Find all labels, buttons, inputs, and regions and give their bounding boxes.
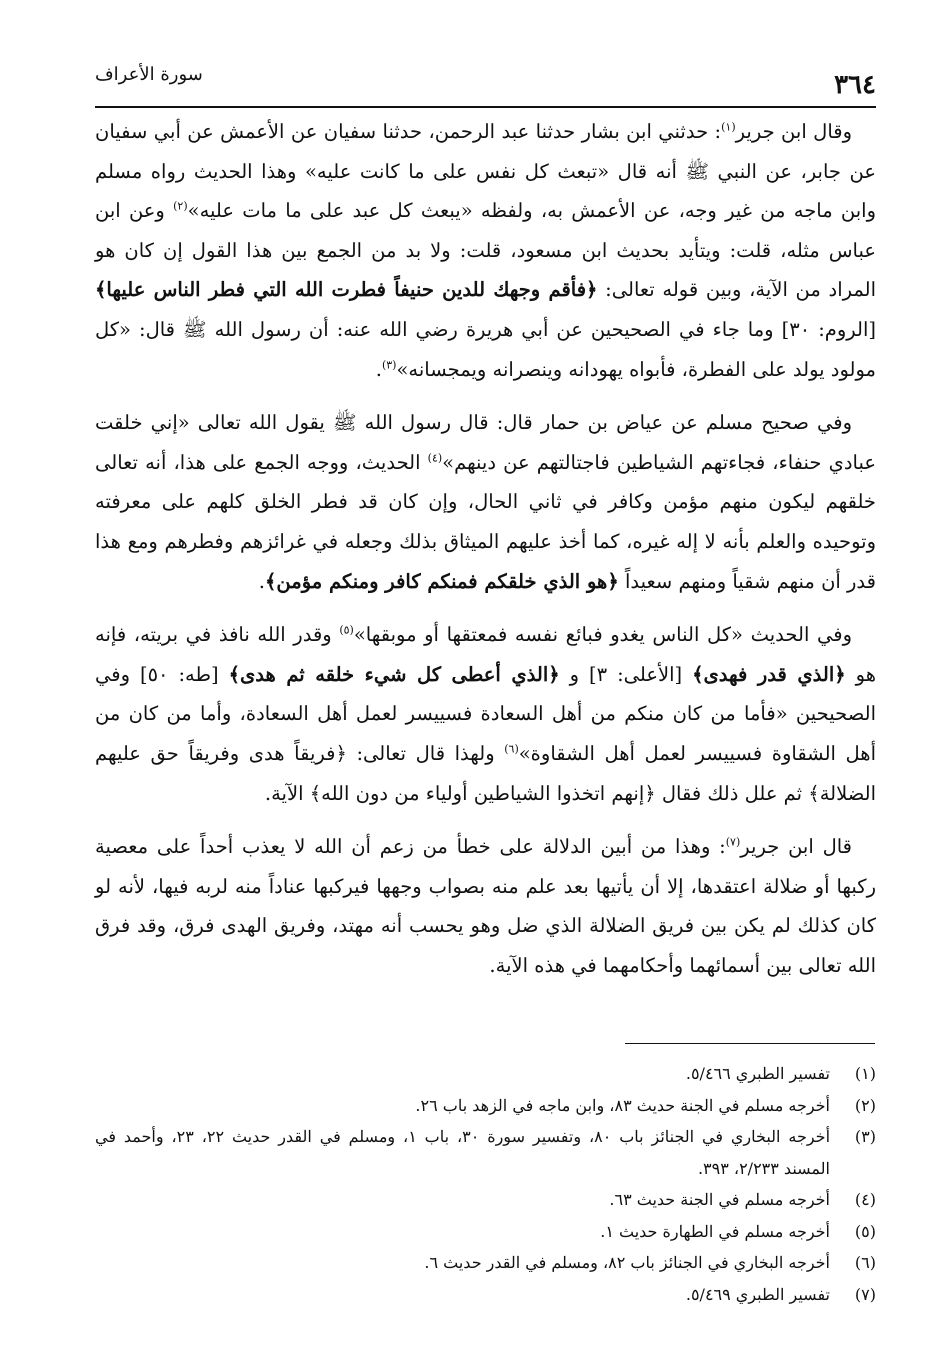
footnote	[95, 1279, 876, 1311]
running-title: سورة الأعراف	[95, 64, 203, 85]
footnote-marker: (٢)	[173, 199, 188, 213]
footnote-marker: (٤)	[427, 451, 443, 465]
footnote	[95, 1090, 876, 1122]
footnote-text: أخرجه مسلم في الجنة حديث ٦٣.	[609, 1190, 830, 1209]
text-run: قال ابن جرير	[740, 835, 852, 859]
main-text	[95, 112, 876, 985]
footnote-number: (١)	[854, 1064, 876, 1083]
quran-verse: ﴿الذي أعطى كل شيء خلقه ثم هدى﴾	[228, 662, 560, 686]
footnotes	[95, 1058, 876, 1310]
footnote-number: (٥)	[854, 1221, 876, 1241]
footnote-number: (٧)	[854, 1284, 876, 1304]
text-run: [الروم: ٣٠] وما جاء في الصحيحين عن أبي هريرة رضي الله عنه: أن رسول الله ﷺ قال: «كل مولود يولد على الفطرة، فأبواه يهودانه وينصرانه ويمجسانه»	[95, 317, 876, 381]
page-header	[95, 58, 876, 108]
text-run: : وهذا من أبين الدلالة على خطأ من زعم أن الله لا يعذب أحداً على معصية ركبها أو ضلالة اعتقدها، إلا أن يأتيها بعد علم منه بصواب وجهها فيركبها عناداً منه لربه فيها، لأنه لو كان كذلك لم يكن بين فريق الضلالة الذي ضل وهو يحسب أنه مهتد، وفريق الهدى فرق، وقد فرق الله تعالى بين أسمائهما وأحكامهما في هذه الآية.	[95, 835, 876, 977]
text-run: .	[258, 569, 265, 593]
footnote-marker: (٥)	[339, 623, 354, 637]
footnote-number: (٣)	[854, 1127, 876, 1146]
footnote	[95, 1184, 876, 1216]
text-run: ولهذا قال تعالى: ﴿فريقاً هدى وفريقاً حق عليهم الضلالة﴾ ثم علل ذلك فقال ﴿إنهم اتخذوا الشياطين أولياء من دون الله﴾ الآية.	[95, 741, 876, 805]
footnote	[95, 1058, 876, 1090]
paragraph	[95, 827, 876, 985]
quran-verse: ﴿هو الذي خلقكم فمنكم كافر ومنكم مؤمن﴾	[265, 569, 619, 593]
footnote	[95, 1247, 876, 1279]
text-run: : حدثني ابن بشار حدثنا عبد الرحمن، حدثنا سفيان عن الأعمش عن أبي سفيان عن جابر، عن النبي ﷺ أنه قال «تبعث كل نفس على ما كانت عليه» وهذا الحديث رواه مسلم وابن ماجه من غير وجه، عن الأعمش به، ولفظه «يبعث كل عبد على ما مات عليه»	[95, 120, 877, 223]
footnote-number: (٢)	[854, 1095, 876, 1115]
footnote-number: (٤)	[854, 1190, 876, 1209]
footnote-text: أخرجه البخاري في الجنائز باب ٨٠، وتفسير سورة ٣٠، باب ١، ومسلم في القدر حديث ٢٢، ٢٣، وأحمد في المسند ٢/٢٣٣، ٣٩٣.	[95, 1127, 831, 1178]
footnote-text: تفسير الطبري ٥/٤٦٦.	[685, 1064, 830, 1083]
footnote-text: أخرجه البخاري في الجنائز باب ٨٢، ومسلم في القدر حديث ٦.	[424, 1253, 830, 1272]
footnote-text: أخرجه مسلم في الطهارة حديث ١.	[600, 1221, 830, 1241]
text-run: [الأعلى: ٣] و	[559, 662, 693, 686]
footnote	[95, 1121, 876, 1184]
text-run: .	[375, 357, 382, 381]
quran-verse: ﴿الذي قدر فهدى﴾	[692, 662, 846, 686]
quran-verse: ﴿فأقم وجهك للدين حنيفاً فطرت الله التي فطر الناس عليها﴾	[95, 278, 598, 302]
footnote-marker: (١)	[721, 120, 736, 134]
footnote-marker: (٦)	[504, 742, 519, 756]
footnote-divider	[625, 1043, 875, 1044]
footnote-text: أخرجه مسلم في الجنة حديث ٨٣، وابن ماجه في الزهد باب ٢٦.	[415, 1095, 830, 1115]
text-run: الحديث، ووجه الجمع على هذا، أنه تعالى خلقهم ليكون منهم مؤمن وكافر في ثاني الحال، وإن كان قد فطر الخلق كلهم على معرفته وتوحيده والعلم بأنه لا إله غيره، كما أخذ عليهم الميثاق بذلك وجعله في غرائزهم وفطرهم ومع هذا قدر أن منهم شقياً ومنهم سعيداً	[95, 450, 876, 593]
footnote-marker: (٧)	[725, 835, 741, 849]
text-run: وقدر الله نافذ في بريته، فإنه هو	[95, 623, 876, 686]
text-run: وقال ابن جرير	[735, 120, 852, 143]
footnote-text: تفسير الطبري ٥/٤٦٩.	[685, 1284, 830, 1304]
text-run: وعن ابن عباس مثله، قلت: ويتأيد بحديث ابن مسعود، قلت: ولا بد من الجمع بين هذا القول إن كان هو المراد من الآية، وبين قوله تعالى:	[95, 199, 877, 302]
footnote-number: (٦)	[854, 1253, 876, 1272]
text-run: [طه: ٥٠] وفي الصحيحين «فأما من كان منكم من أهل السعادة فسييسر لعمل أهل السعادة، وأما من كان من أهل الشقاوة فسييسر لعمل أهل الشقاوة»	[95, 662, 876, 765]
paragraph	[95, 615, 876, 813]
text-run: وفي الحديث «كل الناس يغدو فبائع نفسه فمعتقها أو موبقها»	[353, 623, 852, 647]
footnote-marker: (٣)	[381, 358, 397, 372]
paragraph	[95, 403, 876, 601]
page-number: ٣٦٤	[834, 70, 876, 100]
text-run: وفي صحيح مسلم عن عياض بن حمار قال: قال رسول الله ﷺ يقول الله تعالى «إني خلقت عبادي حنفاء، فجاءتهم الشياطين فاجتالتهم عن دينهم»	[95, 411, 876, 474]
paragraph	[95, 112, 876, 389]
footnote	[95, 1216, 876, 1248]
